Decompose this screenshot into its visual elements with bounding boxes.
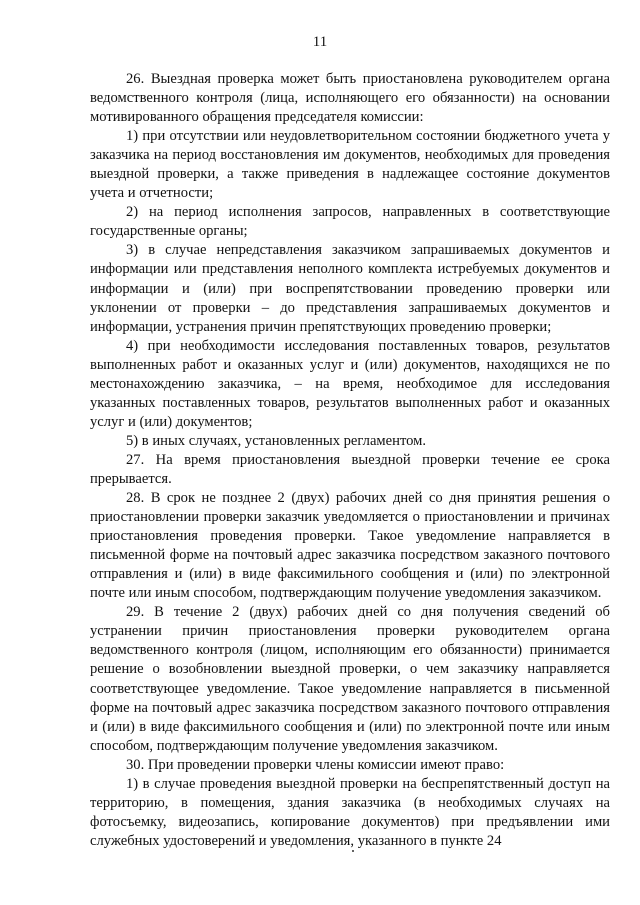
page-number: 11: [312, 34, 328, 50]
paragraph-27: 27. На время приостановления выездной проверки течение ее срока прерывается.: [90, 451, 610, 487]
paragraph-26: 26. Выездная проверка может быть приостановлена руководителем органа ведомственного контроля (лица, исполняющего его обязанности) на основании мотивированного обращения председателя комиссии:: [90, 71, 610, 126]
document-body: [90, 70, 610, 851]
paragraph-30: 30. При проведении проверки члены комиссии имеют право:: [126, 756, 505, 773]
scan-speck: [352, 850, 354, 852]
paragraph-29: 29. В течение 2 (двух) рабочих дней со дня получения сведений об устранении причин приостановления проверки руководителем органа ведомственного контроля (лицом, исполняющим его обязанности) принимается решение о возобновлении выездной проверки, о чем заказчику направляется соответствующее уведомление. Такое уведомление направляется в письменной форме на почтовый адрес заказчика посредством заказного почтового отправления и (или) в виде факсимильного сообщения и (или) по электронной почте или иным способом, подтверждающим получение уведомления заказчиком.: [90, 604, 610, 754]
paragraph-28: 28. В срок не позднее 2 (двух) рабочих дней со дня принятия решения о приостановлении проверки заказчик уведомляется о приостановлении и причинах приостановления проведения проверки. Такое уведомление направляется в письменной форме на почтовый адрес заказчика посредством заказного почтового отправления и (или) в виде факсимильного сообщения и (или) по электронной почте или иным способом, подтверждающим получение уведомления заказчиком.: [90, 490, 610, 602]
paragraph-26-item-3: 3) в случае непредставления заказчиком запрашиваемых документов и информации или представления неполного комплекта истребуемых документов и информации и (или) при воспрепятствовании проведению проверки или уклонении от проверки – до представления запрашиваемых документов и информации, устранения причин препятствующих проведению проверки;: [90, 242, 610, 335]
paragraph-26-item-5: 5) в иных случаях, установленных регламентом.: [126, 432, 427, 449]
paragraph-26-item-2: 2) на период исполнения запросов, направленных в соответствующие государственные органы;: [90, 204, 610, 240]
paragraph-26-item-1: 1) при отсутствии или неудовлетворительном состоянии бюджетного учета у заказчика на период восстановления им документов, необходимых для проведения выездной проверки, а также приведения в надлежащее состояние документов учета и отчетности;: [90, 128, 610, 202]
paragraph-26-item-4: 4) при необходимости исследования поставленных товаров, результатов выполненных работ и оказанных услуг и (или) документов, находящихся не по местонахождению заказчика, – на время, необходимое для исследования указанных поставленных товаров, результатов выполненных работ и оказанных услуг и (или) документов;: [90, 337, 610, 430]
paragraph-30-item-1: 1) в случае проведения выездной проверки на беспрепятственный доступ на территорию, в помещения, здания заказчика (в необходимых случаях на фотосъемку, видеозапись, копирование документов) при предъявлении ими служебных удостоверений и уведомления, указанного в пункте 24: [90, 775, 610, 849]
